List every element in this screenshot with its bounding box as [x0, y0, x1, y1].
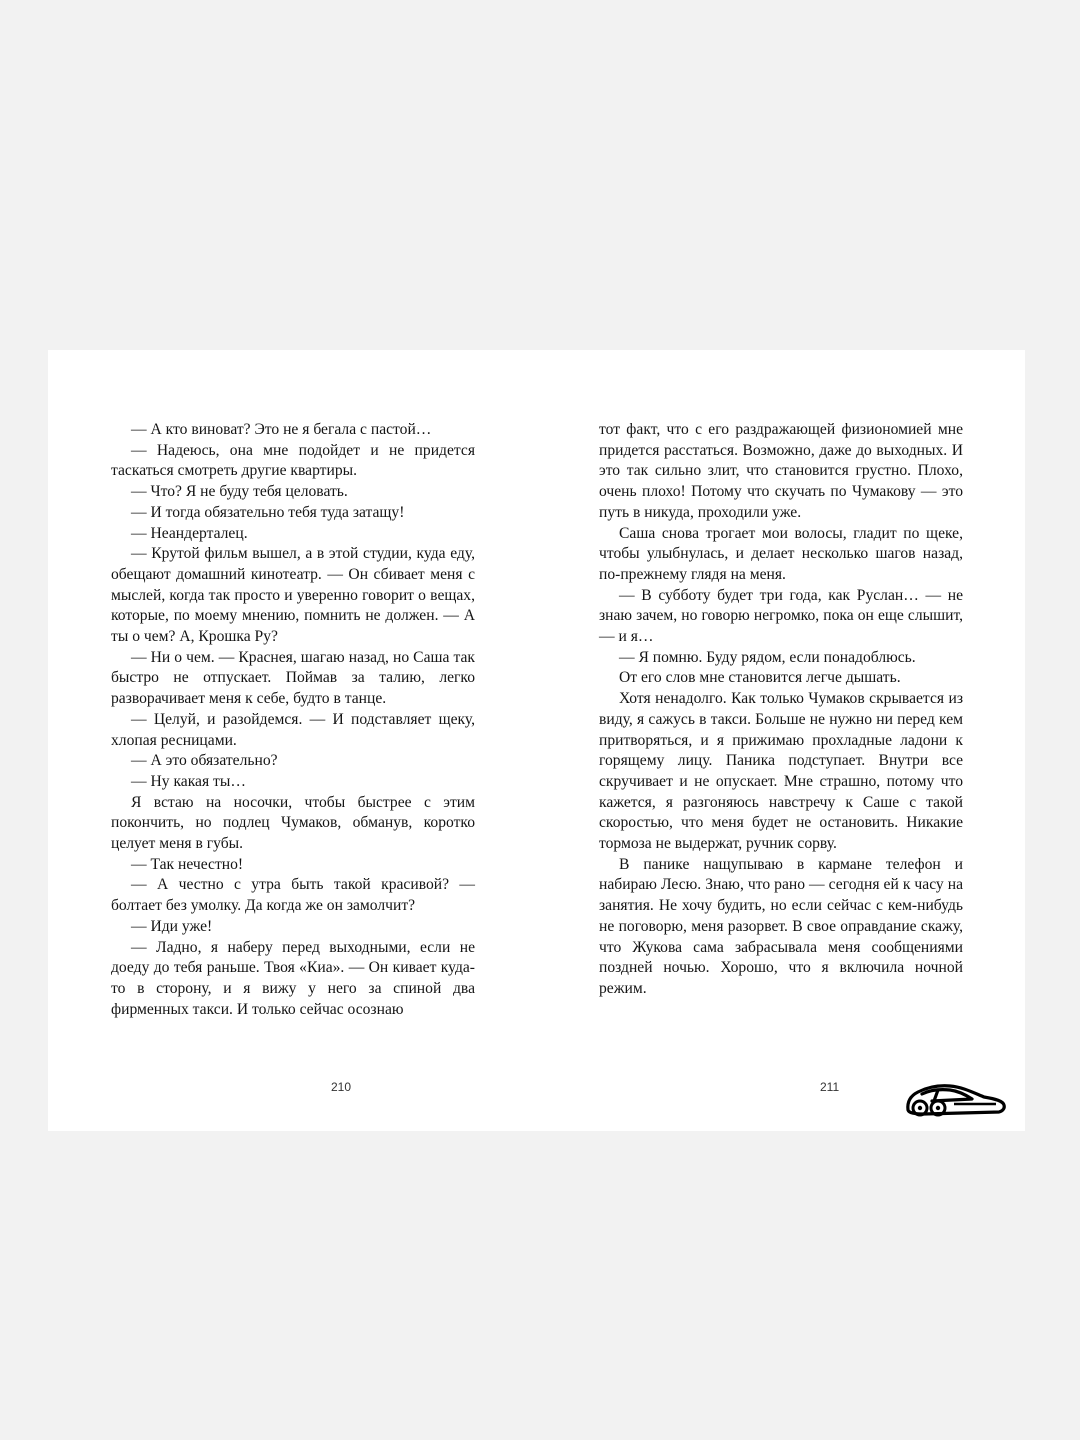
paragraph: Саша снова трогает мои волосы, гладит по щеке, чтобы улыбнулась, и делает несколько шагов назад, по-прежнему глядя на меня.	[599, 524, 963, 583]
paragraph: В панике нащупываю в кармане телефон и набираю Лесю. Знаю, что рано — сегодня ей к часу на занятия. Не хочу будить, но если сейчас с кем-нибудь не поговорю, меня разорвет. В свое оправдание скажу, что Жукова сама забрасывала меня сообщениями поздней ночью. Хорошо, что я включила ночной режим.	[599, 855, 963, 997]
paragraph: — Надеюсь, она мне подойдет и не придется таскаться смотреть другие квартиры.	[111, 441, 475, 480]
paragraph: От его слов мне становится легче дышать.	[619, 669, 901, 687]
paragraph: Хотя ненадолго. Как только Чумаков скрывается из виду, я сажусь в такси. Больше не нужно ни перед кем притворяться, и я прижимаю прохладные ладони к горящему лицу. Паника подступает. Внутри все скручивает и не опускает. Мне страшно, потому что кажется, я разгоняюсь навстречу к Саше с такой скоростью, что меня будет не остановить. Никакие тормоза не выдержат, ручник сорву.	[599, 690, 963, 853]
right-page-text	[599, 420, 963, 1000]
continued-paragraph: тот факт, что с его раздражающей физиономией мне придется расстаться. Возможно, даже до выходных. И это так сильно злит, что становится грустно. Плохо, очень плохо! Потому что скучать по Чумакову — это путь в никуда, проходили уже.	[599, 421, 963, 521]
paragraph: Я встаю на носочки, чтобы быстрее с этим покончить, но подлец Чумаков, обманув, коротко целует меня в губы.	[111, 793, 475, 853]
page-number-right: 211	[820, 1080, 840, 1094]
page-number-left: 210	[331, 1080, 352, 1094]
car-icon	[904, 1080, 1008, 1118]
paragraph: — А кто виноват? Это не я бегала с пастой…	[131, 421, 432, 438]
book-spread	[48, 350, 1025, 1131]
paragraph: — Целуй, и разойдемся. — И подставляет щеку, хлопая ресницами.	[111, 710, 475, 749]
paragraph: — Неандерталец.	[131, 524, 248, 542]
paragraph: — И тогда обязательно тебя туда затащу!	[131, 503, 405, 521]
paragraph: — Что? Я не буду тебя целовать.	[131, 483, 348, 501]
paragraph: — В субботу будет три года, как Руслан… — не знаю зачем, но говорю негромко, пока он еще слышит, — и я…	[599, 586, 963, 646]
paragraph: — Ни о чем. — Краснея, шагаю назад, но Саша так быстро не отпускает. Поймав за талию, легко разворачивает меня к себе, будто в танце.	[111, 648, 475, 708]
paragraph: — Я помню. Буду рядом, если понадоблюсь.	[619, 648, 916, 666]
paragraph: — Иди уже!	[131, 917, 213, 935]
paragraph: — Так нечестно!	[131, 855, 244, 873]
paragraph: — Ладно, я наберу перед выходными, если не доеду до тебя раньше. Твоя «Киа». — Он кивает куда-то в сторону, и я вижу у него за спиной два фирменных такси. И только сейчас осознаю	[111, 938, 475, 1018]
paragraph: — А это обязательно?	[131, 752, 278, 770]
left-page-text	[111, 420, 475, 1020]
paragraph: — Ну какая ты…	[131, 772, 246, 790]
paragraph: — Крутой фильм вышел, а в этой студии, куда еду, обещают домашний кинотеатр. — Он сбивает меня с мыслей, когда так просто и уверенно говорит о вещах, которые, по моему мнению, помнить не должен. — А ты о чем? А, Крошка Ру?	[111, 545, 475, 646]
paragraph: — А честно с утра быть такой красивой? — болтает без умолку. Да когда же он замолчит?	[111, 876, 475, 915]
